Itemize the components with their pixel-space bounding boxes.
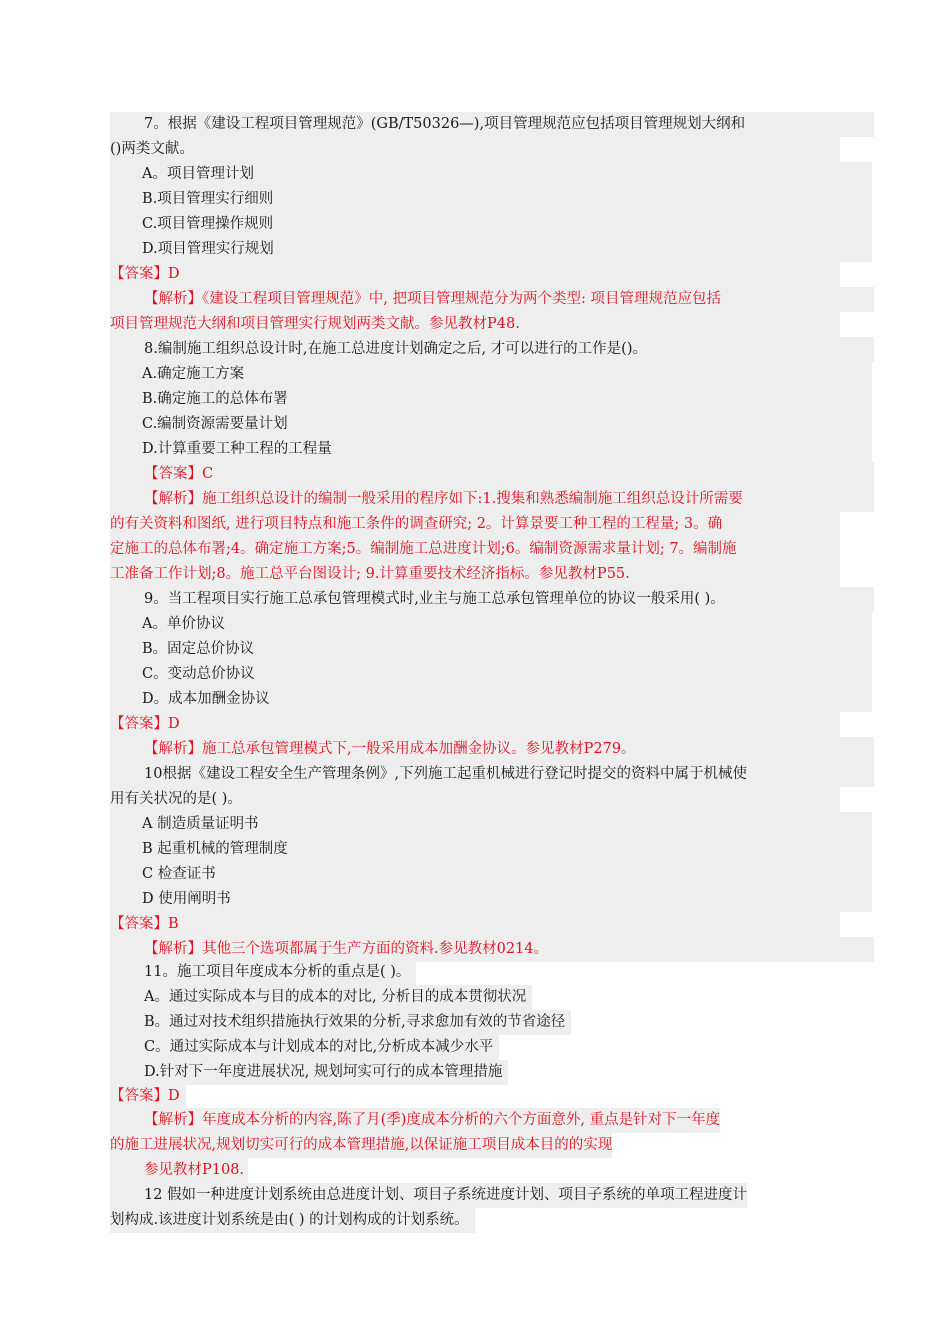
- q10-option-c: C 检查证书: [110, 862, 872, 887]
- q11-stem: 11。施工项目年度成本分析的重点是( )。: [110, 960, 416, 985]
- q11-option-c-row: [110, 1035, 499, 1060]
- q10-option-b: B 起重机械的管理制度: [110, 837, 872, 862]
- q8-option-d: D.计算重要工种工程的工程量: [110, 437, 872, 462]
- q7-answer: 【答案】D: [110, 262, 840, 287]
- q7-option-c: C.项目管理操作规则: [110, 212, 872, 237]
- q11-option-d: D.针对下一年度进展状况, 规划坷实可行的成本管理措施: [110, 1060, 508, 1085]
- q12-stem-line-1: 12 假如一种进度计划系统由总进度计划、项目子系统进度计划、项目子系统的单项工程进度计: [110, 1183, 747, 1208]
- q7-option-d: D.项目管理实行规划: [110, 237, 872, 262]
- q11-option-c: C。通过实际成本与计划成本的对比,分析成本减少水平: [110, 1035, 499, 1060]
- q11-ref: 参见教材P108.: [110, 1158, 248, 1183]
- q7-option-b: B.项目管理实行细则: [110, 187, 872, 212]
- q9-option-b: B。固定总价协议: [110, 637, 872, 662]
- q11-analysis-line-2: 的施工进展状况,规划切实可行的成本管理措施,以保证施工项目成本目的的实现: [110, 1133, 612, 1158]
- q10-stem-line-1: 10根据《建设工程安全生产管理条例》,下列施工起重机械进行登记时提交的资料中属于机械使: [110, 762, 874, 787]
- q8-answer: 【答案】C: [110, 462, 874, 487]
- q7-stem-line-1: 7。根据《建设工程项目管理规范》(GB/T50326—),项目管理规范应包括项目管理规划大纲和: [110, 112, 874, 137]
- q7-analysis-line-1: 【解析】《建设工程项目管理规范》中, 把项目管理规范分为两个类型: 项目管理规范应包括: [110, 287, 874, 312]
- q8-analysis-line-3: 定施工的总体布署;4。确定施工方案;5。编制施工总进度计划;6。编制资源需求量计划; 7。编制施: [110, 537, 840, 562]
- q10-stem-line-2: 用有关状况的是( )。: [110, 787, 840, 812]
- q7-analysis-line-2: 项目管理规范大纲和项目管理实行规划两类文献。参见教材P48.: [110, 312, 840, 337]
- q9-analysis: 【解析】施工总承包管理模式下,一般采用成本加酬金协议。参见教材P279。: [110, 737, 874, 762]
- q12-stem-line-2: 划构成.该进度计划系统是由( ) 的计划构成的计划系统。: [110, 1208, 475, 1233]
- q8-analysis-line-2: 的有关资料和图纸, 进行项目特点和施工条件的调查研究; 2。计算景要工种工程的工程量; 3。确: [110, 512, 840, 537]
- q9-stem: 9。当工程项目实行施工总承包管理模式时,业主与施工总承包管理单位的协议一般采用( )。: [110, 587, 874, 612]
- q11-ref-row: [110, 1158, 248, 1183]
- q7-option-a: A。项目管理计划: [110, 162, 872, 187]
- q10-option-d: D 使用阐明书: [110, 887, 872, 912]
- q12-stem-row-2: [110, 1208, 475, 1233]
- q11-option-a: A。通过实际成本与目的成本的对比, 分析目的成本贯彻状况: [110, 985, 532, 1010]
- q8-option-b: B.确定施工的总体布署: [110, 387, 872, 412]
- q10-option-a: A 制造质量证明书: [110, 812, 872, 837]
- q11-answer-row: [110, 1084, 186, 1109]
- q11-stem-row: [110, 960, 416, 985]
- q9-option-a: A。单价协议: [110, 612, 872, 637]
- q8-stem: 8.编制施工组织总设计时,在施工总进度计划确定之后, 才可以进行的工作是()。: [110, 337, 874, 362]
- q9-option-d: D。成本加酬金协议: [110, 687, 872, 712]
- q8-analysis-line-4: 工准备工作计划;8。施工总平台图设计; 9.计算重要技术经济指标。参见教材P55.: [110, 562, 840, 587]
- q11-answer: 【答案】D: [110, 1084, 186, 1109]
- q8-analysis-line-1: 【解析】施工组织总设计的编制一般采用的程序如下:1.搜集和熟悉编制施工组织总设计所需要: [110, 487, 874, 512]
- q7-stem-line-2: ()两类文献。: [110, 137, 840, 162]
- q8-option-c: C.编制资源需要量计划: [110, 412, 872, 437]
- q11-option-b: B。通过对技术组织措施执行效果的分析,寻求愈加有效的节省途径: [110, 1010, 571, 1035]
- q11-analysis-row-1: [110, 1108, 720, 1133]
- q9-answer: 【答案】D: [110, 712, 840, 737]
- q10-analysis: 【解析】其他三个选项都属于生产方面的资料.参见教材0214。: [110, 937, 874, 962]
- q10-answer: 【答案】B: [110, 912, 840, 937]
- q11-option-b-row: [110, 1010, 571, 1035]
- q8-option-a: A.确定施工方案: [110, 362, 872, 387]
- q11-analysis-row-2: [110, 1133, 612, 1158]
- q12-stem-row-1: [110, 1183, 747, 1208]
- q11-option-a-row: [110, 985, 532, 1010]
- q11-option-d-row: [110, 1060, 508, 1085]
- q9-option-c: C。变动总价协议: [110, 662, 872, 687]
- q11-analysis-line-1: 【解析】年度成本分析的内容,陈了月(季)度成本分析的六个方面意外, 重点是针对下一年度: [110, 1108, 720, 1133]
